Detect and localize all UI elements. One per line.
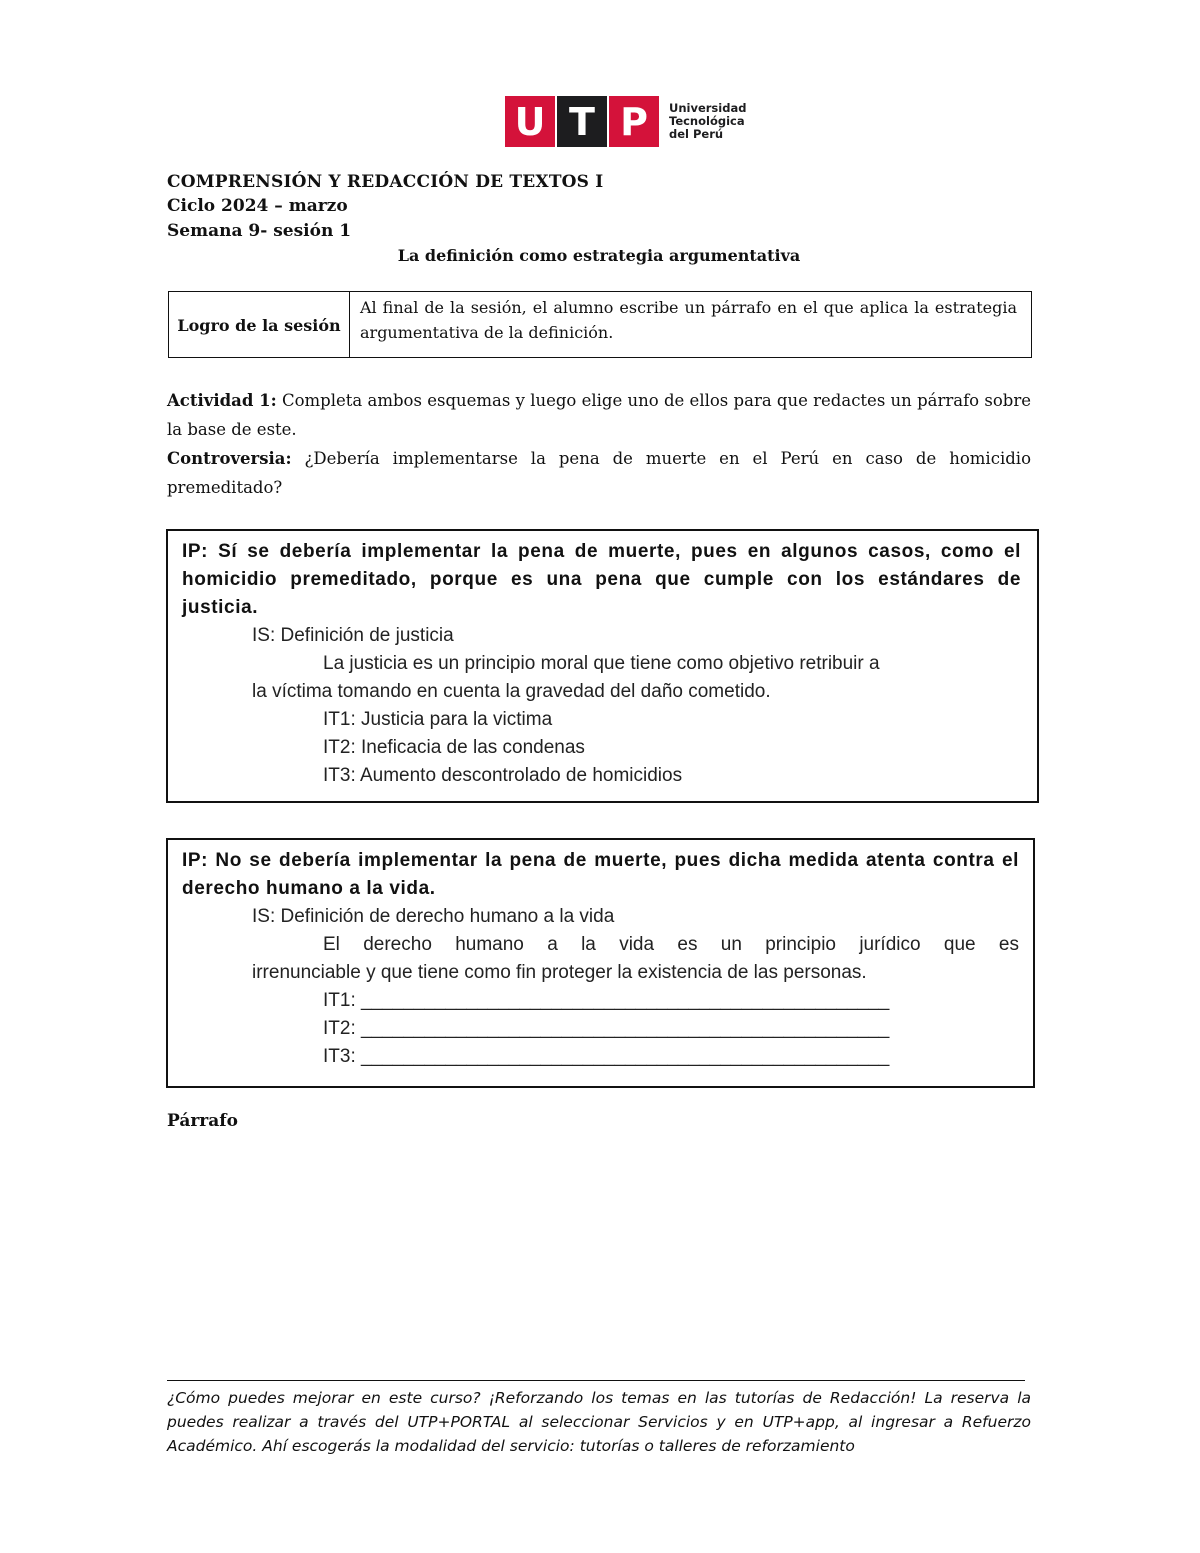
is-line: IS: Definición de derecho humano a la vida [252,906,615,927]
week-line: Semana 9- sesión 1 [167,221,352,241]
definition-line-1: El derecho humano a la vida es un principio jurídico que es [323,934,1019,955]
activity-paragraph [167,386,1031,444]
logo-letter-u: U [505,96,555,147]
it1-line: IT1: Justicia para la victima [323,709,553,730]
logo-university-name: Universidad Tecnológica del Perú [669,101,747,141]
logro-label: Logro de la sesión [169,292,350,357]
utp-logo [505,96,746,147]
it1-blank-line[interactable]: IT1: __________________________________________________ [323,990,890,1011]
ip-statement: IP: Sí se debería implementar la pena de muerte, pues en algunos casos, como el homicidio premeditado, porque es una pena que cumple con los estándares de justicia. [182,541,1021,618]
controversy-text: ¿Debería implementarse la pena de muerte en el Perú en caso de homicidio premeditado? [167,449,1031,497]
cycle-line: Ciclo 2024 – marzo [167,196,348,216]
session-subtitle: La definición como estrategia argumentativa [397,246,801,265]
scheme-box-no [166,838,1035,1088]
definition-line-1: La justicia es un principio moral que tiene como objetivo retribuir a [323,653,880,674]
footer-note: ¿Cómo puedes mejorar en este curso? ¡Reforzando los temas en las tutorías de Redacción! La reserva la puedes realizar a través del UTP+PORTAL al seleccionar Servicios y en UTP+app, al ingresar a Refuerzo Académico. Ahí escogerás la modalidad del servicio: tutorías o talleres de reforzamiento [167,1389,1031,1455]
is-line: IS: Definición de justicia [252,625,454,646]
scheme-box-yes [166,529,1039,803]
it3-blank-line[interactable]: IT3: __________________________________________________ [323,1046,890,1067]
activity-label: Actividad 1: [167,391,277,410]
controversy-paragraph [167,444,1031,502]
it2-blank-line[interactable]: IT2: __________________________________________________ [323,1018,890,1039]
logo-letter-t: T [557,96,607,147]
logo-letter-p: P [609,96,659,147]
logro-table [168,291,1032,358]
it3-line: IT3: Aumento descontrolado de homicidios [323,765,683,786]
definition-line-2: irrenunciable y que tiene como fin proteger la existencia de las personas. [252,962,867,983]
controversy-label: Controversia: [167,449,292,468]
course-title: COMPRENSIÓN Y REDACCIÓN DE TEXTOS I [167,172,604,192]
activity-text: Completa ambos esquemas y luego elige uno de ellos para que redactes un párrafo sobre la base de este. [167,391,1031,439]
footer-divider [167,1380,1025,1381]
logro-text: Al final de la sesión, el alumno escribe un párrafo en el que aplica la estrategia argumentativa de la definición. [360,298,1017,342]
parrafo-label: Párrafo [167,1111,238,1131]
definition-line-2: la víctima tomando en cuenta la gravedad del daño cometido. [252,681,771,702]
ip-statement: IP: No se debería implementar la pena de muerte, pues dicha medida atenta contra el derecho humano a la vida. [182,850,1019,899]
it2-line: IT2: Ineficacia de las condenas [323,737,585,758]
